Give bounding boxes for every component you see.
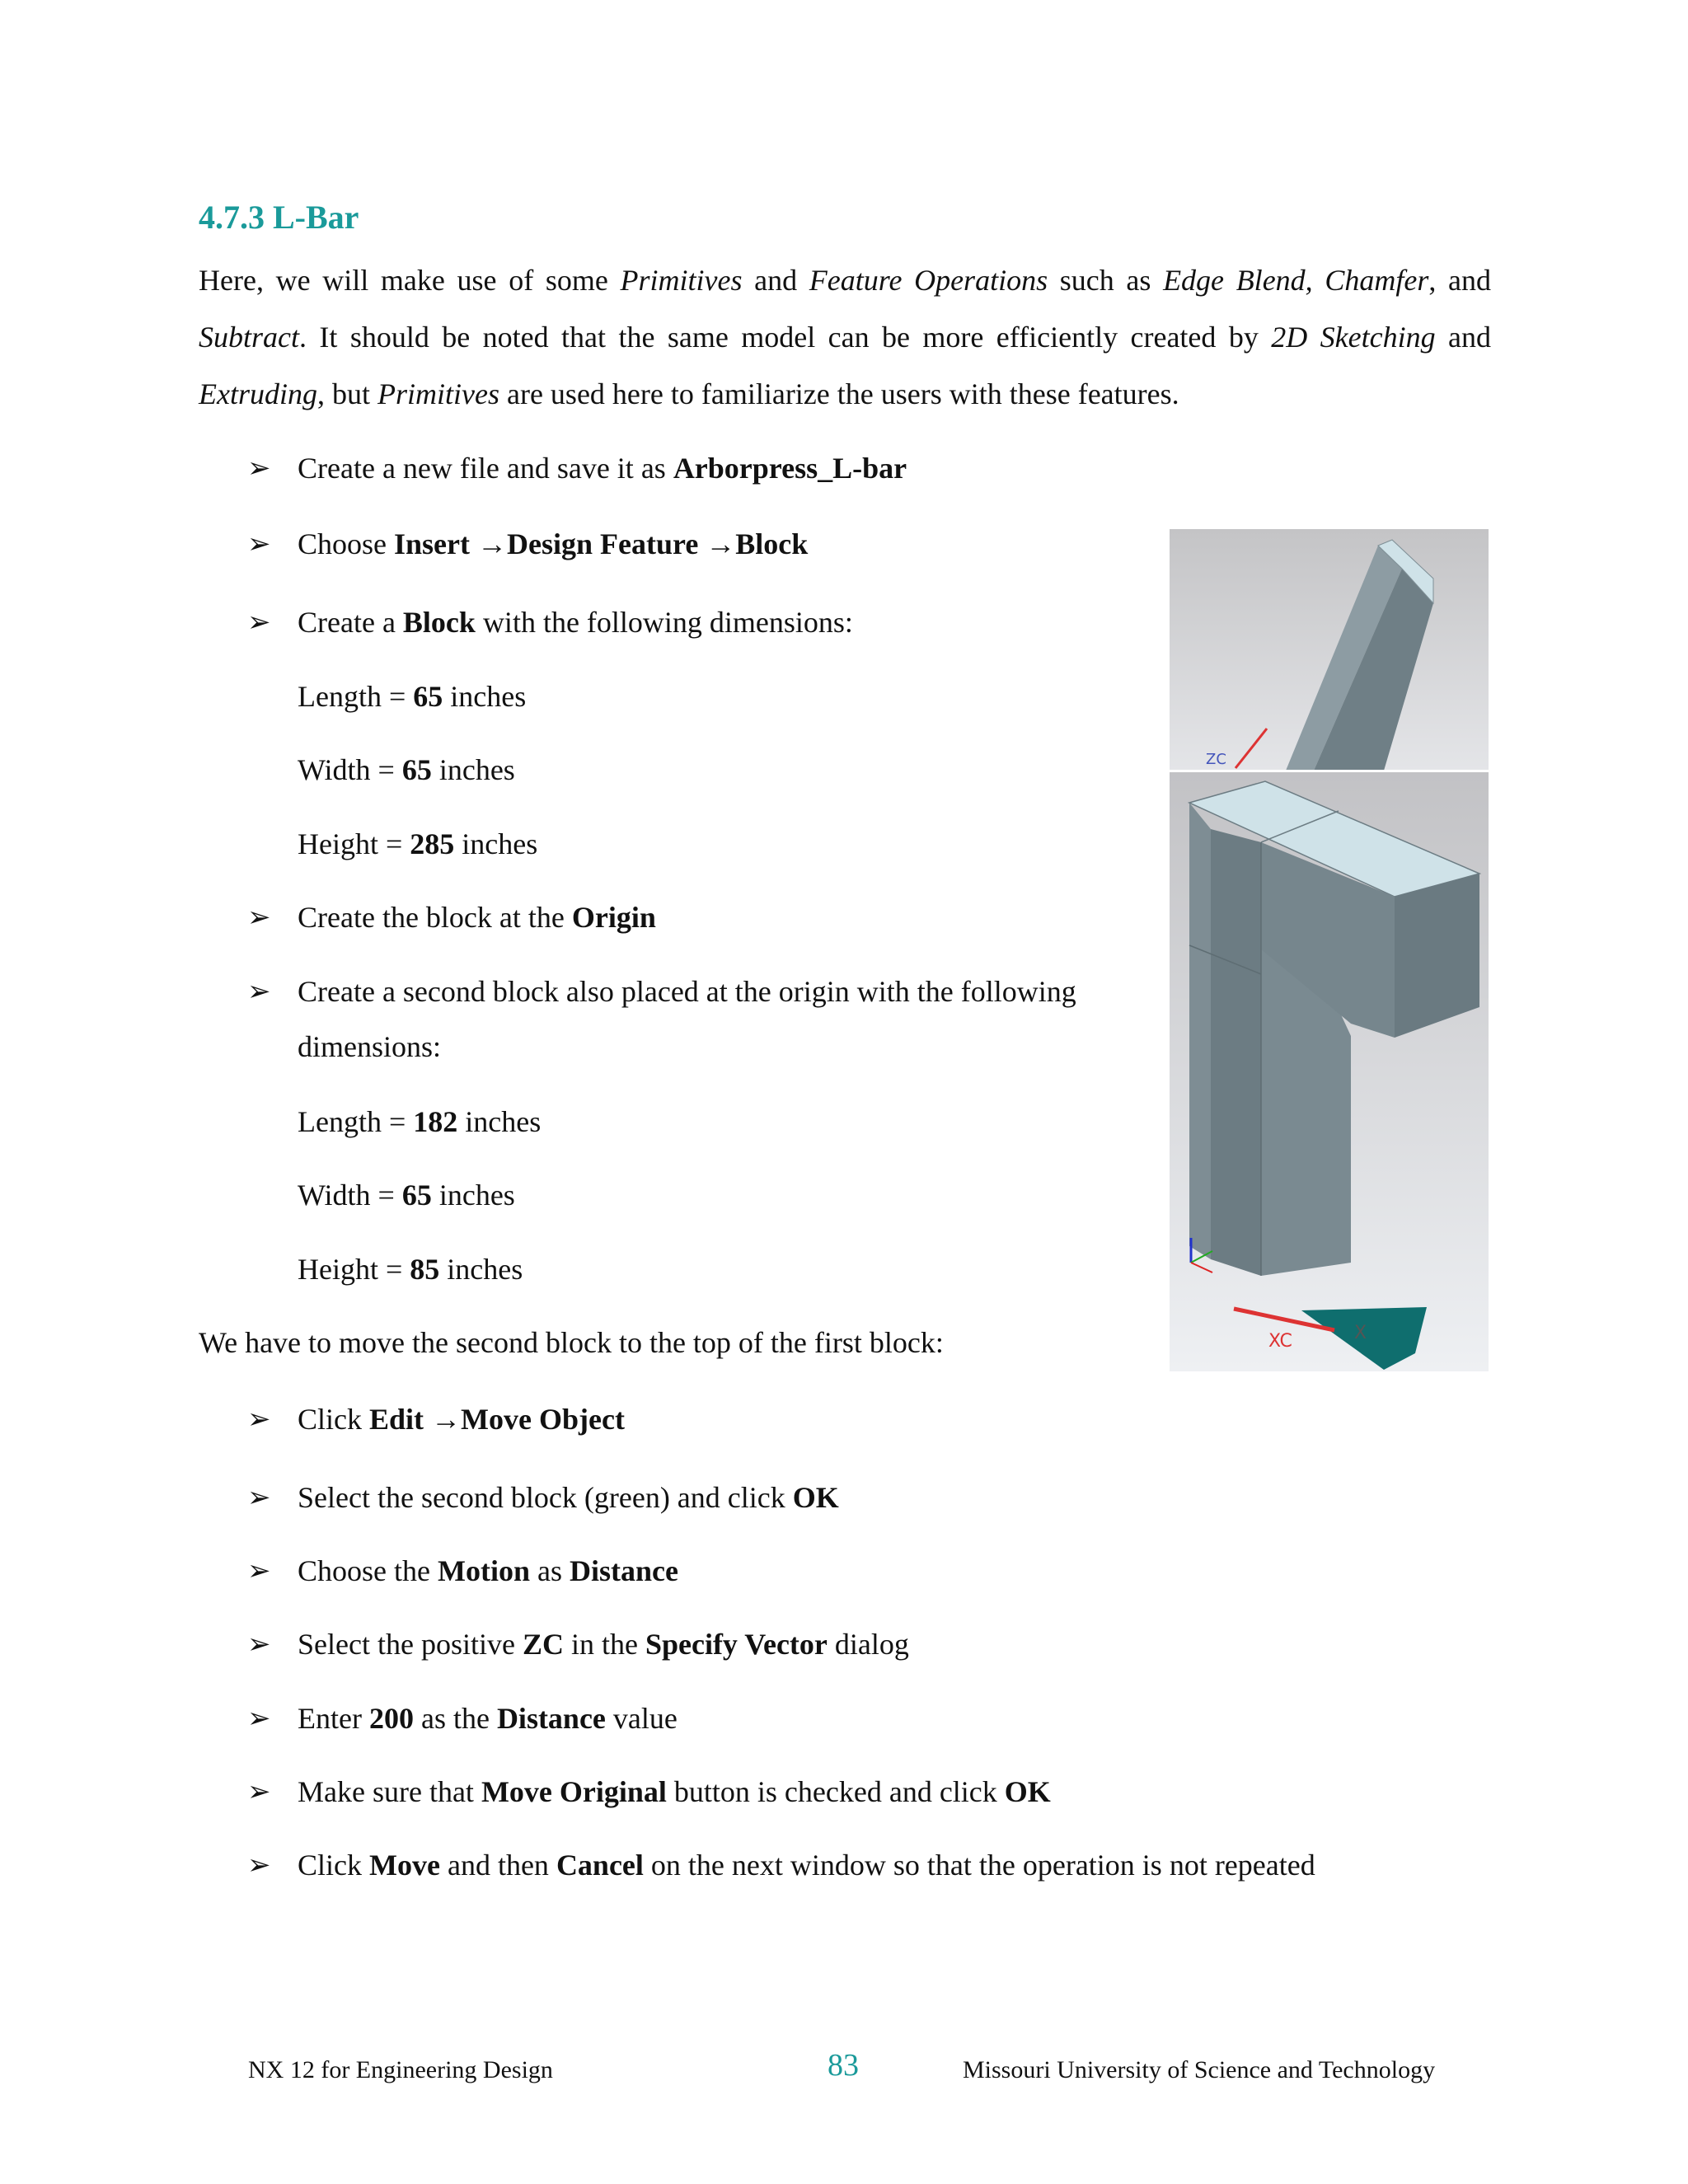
step-vector: Select the positive ZC in the Specify Vector dialog	[298, 1628, 909, 1661]
step-motion: Choose the Motion as Distance	[298, 1554, 678, 1587]
page-number: 83	[828, 2048, 859, 2083]
step-origin: Create the block at the Origin	[298, 901, 656, 934]
step-create-file: Create a new file and save it as Arborpress_L-bar	[298, 452, 907, 485]
step-choose-block: Choose Insert →Design Feature →Block	[298, 527, 809, 560]
step-move-cancel: Click Move and then Cancel on the next window so that the operation is not repeated	[298, 1849, 1315, 1882]
arrow-bullet-icon: ➢	[247, 1481, 271, 1514]
intro-paragraph: Here, we will make use of some Primitives and Feature Operations such as Edge Blend, Chamfer, and Subtract. It should be noted that the same model can be more efficiently created by 2D Sketching and Extruding, but Primitives are used here to familiarize the users with these features.	[199, 264, 1492, 410]
step-create-block: Create a Block with the following dimensions:	[298, 606, 853, 639]
upright-block-front-face	[1211, 829, 1261, 1276]
upright-block-left-face	[1189, 803, 1211, 1259]
arrow-bullet-icon: ➢	[247, 527, 271, 560]
arrow-bullet-icon: ➢	[247, 1702, 271, 1735]
arrow-bullet-icon: ➢	[247, 606, 271, 639]
dimension-width-2: Width = 65 inches	[298, 1179, 515, 1212]
step-second-block-cont: dimensions:	[298, 1030, 442, 1063]
arrow-bullet-icon: ➢	[247, 975, 271, 1008]
step-distance: Enter 200 as the Distance value	[298, 1702, 678, 1735]
step-move-original: Make sure that Move Original button is checked and click OK	[298, 1775, 1051, 1808]
footer-book-title: NX 12 for Engineering Design	[248, 2056, 553, 2083]
section-heading: 4.7.3 L-Bar	[199, 199, 359, 236]
step-edit-move: Click Edit →Move Object	[298, 1403, 625, 1436]
cad-figure	[1170, 529, 1489, 1371]
arrow-bullet-icon: ➢	[247, 1403, 271, 1436]
arrow-bullet-icon: ➢	[247, 1775, 271, 1808]
dimension-height-1: Height = 285 inches	[298, 827, 538, 860]
xc-axis-label: XC	[1268, 1331, 1292, 1352]
step-select-block: Select the second block (green) and click OK	[298, 1481, 839, 1514]
arrow-bullet-icon: ➢	[247, 1849, 271, 1882]
x-axis-label: X	[1354, 1323, 1367, 1343]
dimension-length-1: Length = 65 inches	[298, 680, 527, 713]
dimension-width-1: Width = 65 inches	[298, 753, 515, 786]
dimension-height-2: Height = 85 inches	[298, 1253, 523, 1286]
arrow-bullet-icon: ➢	[247, 452, 271, 485]
move-intro-text: We have to move the second block to the top of the first block:	[199, 1326, 944, 1359]
footer-institution: Missouri University of Science and Technology	[963, 2056, 1436, 2083]
cad-screenshot	[1170, 529, 1489, 1371]
step-second-block: Create a second block also placed at the origin with the following	[298, 975, 1076, 1008]
dimension-length-2: Length = 182 inches	[298, 1105, 542, 1138]
zc-axis-label: ZC	[1206, 751, 1226, 768]
arrow-bullet-icon: ➢	[247, 1554, 271, 1587]
arrow-bullet-icon: ➢	[247, 901, 271, 934]
arrow-bullet-icon: ➢	[247, 1628, 271, 1661]
